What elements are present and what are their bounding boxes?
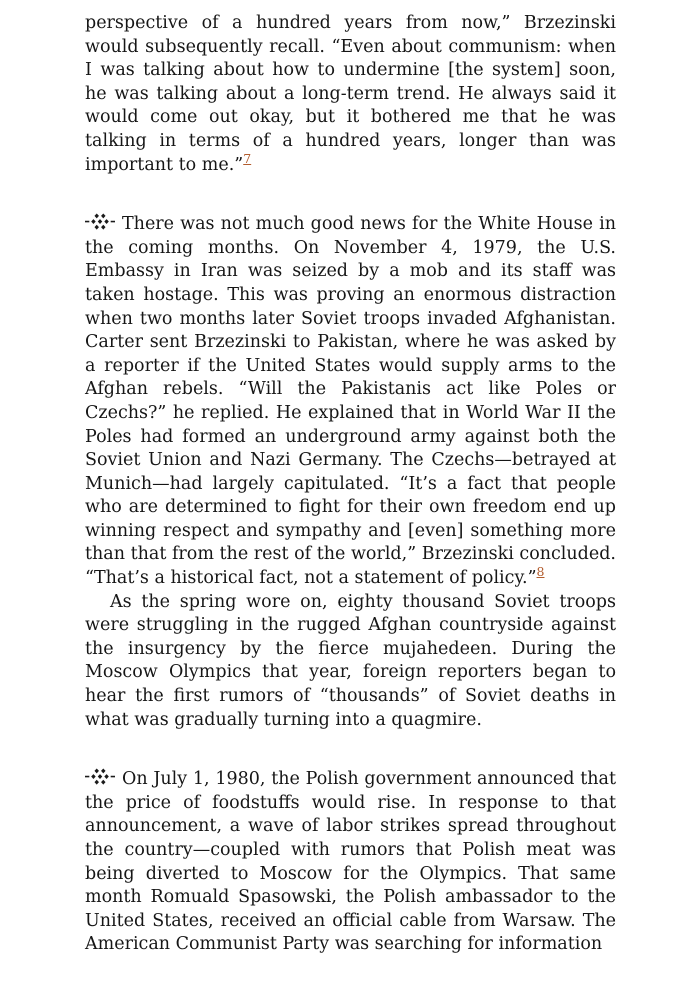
paragraph-text: On July 1, 1980, the Polish government announced that the price of foodstuffs would rise. In response to that announcement, a wave of labor strikes spread throughout the country—coupled with rumors that Polish meat was being diverted to Moscow for the Olympics. That same month Romuald Spasowski, the Polish ambassador to the United States, received an official cable from Warsaw. The American Communist Party was searching for information: [85, 769, 616, 955]
section-break-ornament-icon: [85, 212, 115, 231]
footnote-superscript: [243, 151, 251, 166]
paragraph-text: perspective of a hundred years from now,” Brzezinski would subsequently recall. “Even about communism: when I was talking about how to undermine [the system] soon, he was talking about a long-term trend. He always said it would come out okay, but it bothered me that he was talking in terms of a hundred years, longer than was important to me.”: [85, 13, 616, 175]
section-break-ornament-icon: [85, 767, 115, 786]
paragraph-section-white-house: [85, 212, 616, 591]
paragraph-text: There was not much good news for the White House in the coming months. On November 4, 1979, the U.S. Embassy in Iran was seized by a mob and its staff was taken hostage. This was proving an enormous distraction when two months later Soviet troops invaded Afghanistan. Carter sent Brzezinski to Pakistan, where he was asked by a reporter if the United States would supply arms to the Afghan rebels. “Will the Pakistanis act like Poles or Czechs?” he replied. He explained that in World War II the Poles had formed an underground army against both the Soviet Union and Nazi Germany. The Czechs—betrayed at Munich—had largely capitulated. “It’s a fact that people who are determined to fight for their own freedom end up winning respect and sympathy and [even] something more than that from the rest of the world,” Brzezinski concluded. “That’s a historical fact, not a statement of policy.”: [85, 214, 616, 589]
paragraph-text: As the spring wore on, eighty thousand Soviet troops were struggling in the rugged Afghan countryside against the insurgency by the fierce mujahedeen. During the Moscow Olympics that year, foreign reporters began to hear the first rumors of “thousands” of Soviet deaths in what was gradually turning into a quagmire.: [85, 591, 616, 730]
paragraph-spring: [85, 591, 616, 733]
footnote-superscript: [537, 564, 545, 579]
footnote-link-8[interactable]: 8: [536, 564, 545, 580]
paragraph-continuation: [85, 12, 616, 177]
paragraph-section-poland: [85, 767, 616, 957]
footnote-link-7[interactable]: 7: [243, 150, 252, 166]
